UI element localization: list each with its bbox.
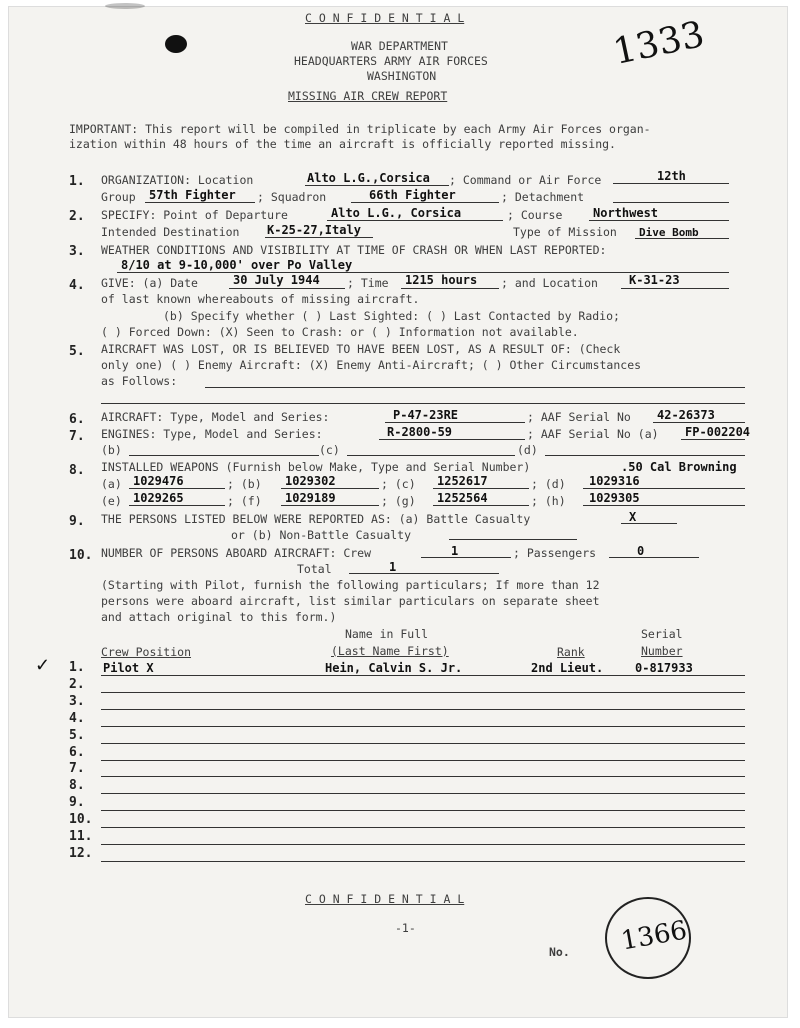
ink-blot [165, 35, 187, 53]
passenger-count: 0 [637, 544, 645, 558]
stamp-number: 1366 [618, 915, 690, 957]
row-number: 3. [69, 693, 85, 709]
weapon-g-serial: 1252564 [437, 491, 488, 505]
aaf-serial-label: ; AAF Serial No [527, 410, 631, 424]
weapon-c-serial: 1252617 [437, 474, 488, 488]
casualty-line-2: or (b) Non-Battle Casualty [231, 528, 412, 542]
weapons-label: INSTALLED WEAPONS (Furnish below Make, Type and Serial Number) [101, 460, 531, 474]
destination-value: K-25-27,Italy [267, 223, 361, 237]
important-line-1: IMPORTANT: This report will be compiled in triplicate by each Army Air Forces organ- [69, 122, 651, 136]
weather-label: WEATHER CONDITIONS AND VISIBILITY AT TIME OF CRASH OR WHEN LAST REPORTED: [101, 243, 607, 257]
item-number: 2. [69, 209, 85, 224]
engine-type-value: R-2800-59 [387, 425, 453, 439]
battle-casualty-mark: X [629, 510, 637, 524]
weapon-b-label: ; (b) [227, 477, 262, 491]
specify-whether-text: (b) Specify whether ( ) Last Sighted: ( ) Last Contacted by Radio; [163, 309, 620, 323]
weapon-g-label: ; (g) [381, 494, 416, 508]
header-name-2: (Last Name First) [331, 644, 449, 658]
weapon-a-serial: 1029476 [133, 474, 184, 488]
weapon-h-label: ; (h) [531, 494, 566, 508]
mission-value: Dive Bomb [639, 226, 699, 239]
location-value: Alto L.G.,Corsica [307, 171, 430, 185]
weapon-f-serial: 1029189 [285, 491, 336, 505]
header-rank: Rank [557, 645, 585, 659]
engine-d-label: (d) [517, 443, 538, 457]
weapon-e-label: (e) [101, 494, 122, 508]
important-line-2: ization within 48 hours of the time an aircraft is officially reported missing. [69, 137, 616, 151]
row-number: 8. [69, 778, 85, 794]
weapon-b-serial: 1029302 [285, 474, 336, 488]
total-label: Total [297, 562, 332, 576]
time-label: ; Time [347, 276, 389, 290]
aircraft-label: AIRCRAFT: Type, Model and Series: [101, 410, 330, 424]
check-mark: ✓ [35, 655, 51, 676]
passengers-label: ; Passengers [513, 546, 597, 560]
weapon-a-label: (a) [101, 477, 122, 491]
header-line-2: HEADQUARTERS ARMY AIR FORCES [294, 54, 488, 68]
classification-header: C O N F I D E N T I A L [305, 11, 465, 25]
item-number: 3. [69, 244, 85, 259]
item-number: 7. [69, 429, 85, 444]
header-line-1: WAR DEPARTMENT [351, 39, 448, 53]
persons-aboard-label: NUMBER OF PERSONS ABOARD AIRCRAFT: Crew [101, 546, 372, 560]
item-number: 8. [69, 463, 85, 478]
whereabouts-text: of last known whereabouts of missing aircraft. [101, 292, 420, 306]
crew-rank-cell: 2nd Lieut. [531, 661, 604, 675]
row-number: 9. [69, 795, 85, 811]
loss-cause-line-1: AIRCRAFT WAS LOST, OR IS BELIEVED TO HAVE BEEN LOST, AS A RESULT OF: (Check [101, 342, 621, 356]
header-name-1: Name in Full [345, 627, 429, 641]
loss-cause-line-3: as Follows: [101, 374, 178, 388]
item-number: 5. [69, 344, 85, 359]
destination-label: Intended Destination [101, 225, 240, 239]
header-position: Crew Position [101, 645, 192, 659]
weapon-c-label: ; (c) [381, 477, 416, 491]
command-value: 12th [657, 169, 686, 183]
group-value: 57th Fighter [149, 188, 236, 202]
squadron-label: ; Squadron [257, 190, 327, 204]
command-label: ; Command or Air Force [449, 173, 602, 187]
crew-count: 1 [451, 544, 459, 558]
ink-blot [105, 3, 145, 9]
classification-footer: C O N F I D E N T I A L [305, 892, 465, 906]
total-count: 1 [389, 560, 397, 574]
give-label: GIVE: (a) Date [101, 276, 198, 290]
form-title: MISSING AIR CREW REPORT [288, 89, 448, 103]
row-number: 1. [69, 660, 85, 675]
mission-label: Type of Mission [513, 225, 617, 239]
weapon-d-serial: 1029316 [589, 474, 640, 488]
crew-serial-cell: 0-817933 [635, 661, 693, 675]
engine-b-label: (b) [101, 443, 122, 457]
crew-position-cell: Pilot X [103, 661, 154, 675]
row-number: 7. [69, 761, 85, 777]
loss-cause-line-2: only one) ( ) Enemy Aircraft: (X) Enemy Anti-Aircraft; ( ) Other Circumstances [101, 358, 642, 372]
departure-value: Alto L.G., Corsica [331, 206, 462, 220]
location-label: ; and Location [501, 276, 598, 290]
item-number: 1. [69, 174, 85, 189]
engine-serial-label: ; AAF Serial No (a) [527, 427, 659, 441]
row-number: 12. [69, 845, 93, 861]
row-number: 4. [69, 710, 85, 726]
row-number: 2. [69, 676, 85, 692]
item-number: 10. [69, 548, 93, 563]
row-number: 10. [69, 812, 93, 828]
crew-name-cell: Hein, Calvin S. Jr. [325, 661, 463, 675]
row-number: 5. [69, 727, 85, 743]
weapon-h-serial: 1029305 [589, 491, 640, 505]
number-label: No. [549, 945, 570, 959]
header-serial-1: Serial [641, 627, 683, 641]
specify-label: SPECIFY: Point of Departure [101, 208, 288, 222]
row-number: 6. [69, 744, 85, 760]
detachment-label: ; Detachment [501, 190, 585, 204]
engine-c-label: (c) [319, 443, 340, 457]
header-serial-2: Number [641, 644, 683, 658]
aircraft-type-value: P-47-23RE [393, 408, 459, 422]
course-label: ; Course [507, 208, 563, 222]
organization-label: ORGANIZATION: Location [101, 173, 254, 187]
aaf-serial-value: 42-26373 [657, 408, 715, 422]
instructions-line-2: persons were aboard aircraft, list similar particulars on separate sheet [101, 594, 600, 608]
weapon-e-serial: 1029265 [133, 491, 184, 505]
row-number: 11. [69, 829, 93, 844]
location-grid-value: K-31-23 [629, 273, 680, 287]
item-number: 4. [69, 278, 85, 293]
instructions-line-3: and attach original to this form.) [101, 610, 337, 624]
page-number: -1- [395, 921, 416, 935]
date-value: 30 July 1944 [233, 273, 320, 287]
weapon-f-label: ; (f) [227, 494, 262, 508]
course-value: Northwest [593, 206, 659, 220]
instructions-line-1: (Starting with Pilot, furnish the following particulars; If more than 12 [101, 578, 600, 592]
casualty-line-1: THE PERSONS LISTED BELOW WERE REPORTED AS: (a) Battle Casualty [101, 512, 531, 526]
engines-label: ENGINES: Type, Model and Series: [101, 427, 323, 441]
group-label: Group [101, 190, 136, 204]
header-line-3: WASHINGTON [367, 69, 437, 83]
report-page [8, 6, 788, 1018]
squadron-value: 66th Fighter [369, 188, 456, 202]
weapon-d-label: ; (d) [531, 477, 566, 491]
time-value: 1215 hours [405, 273, 478, 287]
item-number: 6. [69, 412, 85, 427]
handwritten-number: 1333 [609, 13, 708, 74]
weather-value: 8/10 at 9-10,000' over Po Valley [121, 258, 353, 272]
item-number: 9. [69, 514, 85, 529]
weapon-type-value: .50 Cal Browning [621, 460, 737, 474]
forced-down-text: ( ) Forced Down: (X) Seen to Crash: or ( ) Information not available. [101, 325, 579, 339]
engine-serial-a-value: FP-002204 [685, 425, 751, 439]
